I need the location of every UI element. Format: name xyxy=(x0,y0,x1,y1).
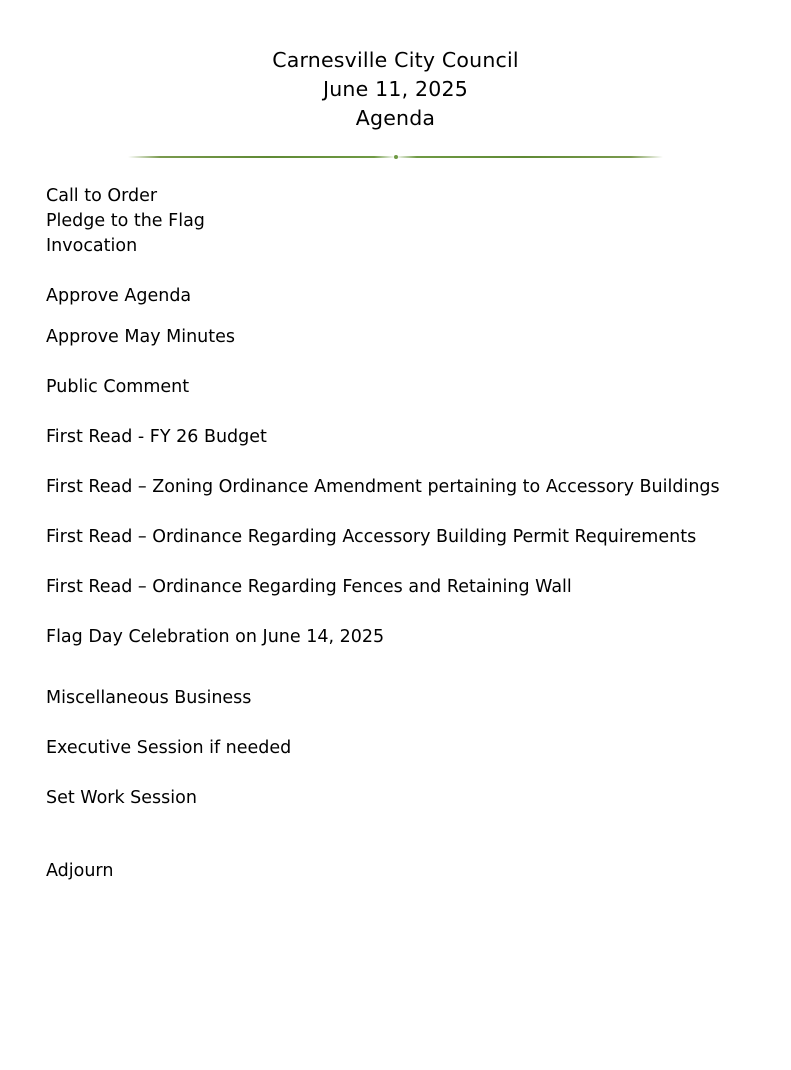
agenda-item: Approve Agenda xyxy=(46,286,192,306)
agenda-item: Invocation xyxy=(46,236,138,256)
page-title: Carnesville City Council xyxy=(272,48,519,72)
agenda-item: Call to Order xyxy=(46,186,158,206)
divider-center-dot xyxy=(394,155,398,159)
meeting-date: June 11, 2025 xyxy=(322,77,469,101)
agenda-item: First Read – Ordinance Regarding Accessory Building Permit Requirements xyxy=(46,527,697,547)
agenda-item: Miscellaneous Business xyxy=(46,688,252,708)
document-page xyxy=(0,46,791,1070)
agenda-item: Set Work Session xyxy=(46,788,197,808)
agenda-item: Pledge to the Flag xyxy=(46,211,205,231)
agenda-item: First Read – Zoning Ordinance Amendment pertaining to Accessory Buildings xyxy=(46,477,720,497)
agenda-item: First Read - FY 26 Budget xyxy=(46,427,267,447)
document-header xyxy=(0,46,791,133)
agenda-item: Adjourn xyxy=(46,861,114,881)
agenda-item: Public Comment xyxy=(46,377,190,397)
agenda-item: Flag Day Celebration on June 14, 2025 xyxy=(46,627,385,647)
agenda-list xyxy=(0,184,791,884)
agenda-item: Executive Session if needed xyxy=(46,738,292,758)
agenda-item: Approve May Minutes xyxy=(46,327,236,347)
agenda-item: First Read – Ordinance Regarding Fences and Retaining Wall xyxy=(46,577,572,597)
document-subtitle: Agenda xyxy=(355,106,436,130)
decorative-divider xyxy=(128,152,663,162)
